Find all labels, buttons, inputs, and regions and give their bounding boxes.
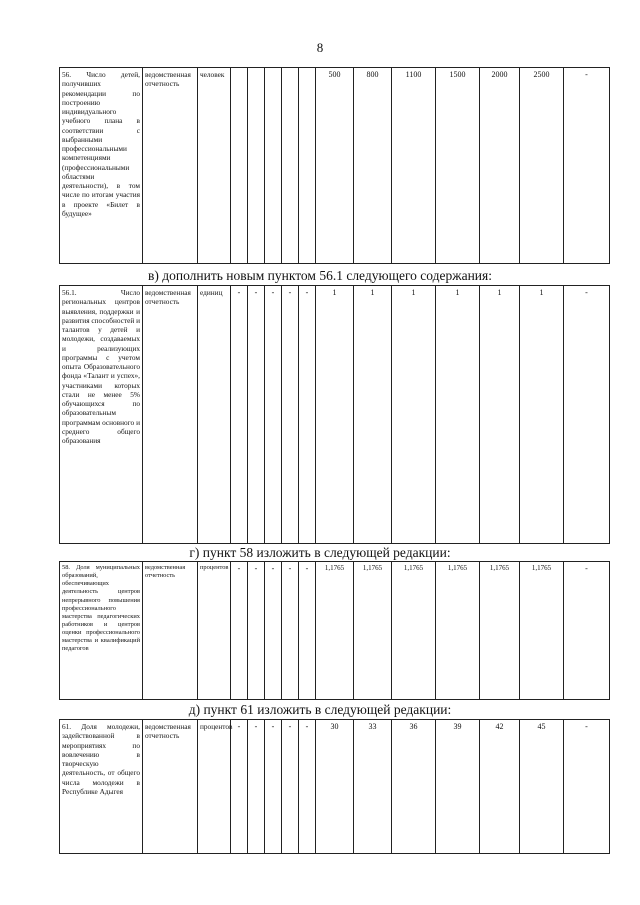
value-cell: -: [299, 286, 316, 544]
value-cell: -: [282, 720, 299, 854]
value-cell: -: [231, 562, 248, 700]
amendment-caption: г) пункт 58 изложить в следующей редакции:: [189, 545, 451, 560]
indicator-unit: единиц: [198, 286, 231, 544]
indicator-source: ведомственная отчетность: [143, 562, 198, 700]
value-cell: 39: [436, 720, 480, 854]
page-number: 8: [316, 40, 324, 55]
value-cell: 1: [354, 286, 392, 544]
amendment-caption: в) дополнить новым пунктом 56.1 следующего содержания:: [148, 268, 492, 283]
indicator-source: ведомственная отчетность: [143, 720, 198, 854]
indicator-table-61: [59, 719, 610, 854]
table-row: [60, 68, 610, 264]
value-cell: 1: [520, 286, 564, 544]
value-cell: 1: [480, 286, 520, 544]
value-cell: -: [564, 562, 610, 700]
value-cell: 1: [316, 286, 354, 544]
value-cell: 1,1765: [520, 562, 564, 700]
value-cell: -: [564, 720, 610, 854]
value-cell: 1500: [436, 68, 480, 264]
value-cell: 500: [316, 68, 354, 264]
indicator-name: 58. Доля муниципальных образований, обеспечивающих деятельность центров непрерывного повышения профессионального мастерства педагогических работников и центров оценки профессионального мастерства и квалификаций педагогов: [60, 562, 143, 700]
amendment-caption: д) пункт 61 изложить в следующей редакции:: [188, 702, 452, 717]
value-cell: -: [564, 286, 610, 544]
value-cell: [299, 68, 316, 264]
indicator-name: 56.1. Число региональных центров выявления, поддержки и развития способностей и талантов у детей и молодежи, создаваемых и реализующих программы с учетом опыта Образовательного фонда «Талант и успех», участниками которых стали не менее 5% обучающихся по образовательным программам основного и среднего общего образования: [60, 286, 143, 544]
value-cell: 30: [316, 720, 354, 854]
value-cell: [282, 68, 299, 264]
value-cell: 1,1765: [354, 562, 392, 700]
value-cell: 1,1765: [436, 562, 480, 700]
indicator-name: 56. Число детей, получивших рекомендации по построению индивидуального учебного плана в соответствии с выбранными профессиональными компетенциями (профессиональными областями деятельности), в том числе по итогам участия в проекте «Билет в будущее»: [60, 68, 143, 264]
value-cell: -: [265, 562, 282, 700]
value-cell: -: [564, 68, 610, 264]
value-cell: [248, 68, 265, 264]
value-cell: 800: [354, 68, 392, 264]
table-row: [60, 562, 610, 700]
value-cell: 33: [354, 720, 392, 854]
value-cell: -: [248, 286, 265, 544]
indicator-table-56-1: [59, 285, 610, 544]
value-cell: -: [282, 286, 299, 544]
value-cell: 42: [480, 720, 520, 854]
value-cell: 1100: [392, 68, 436, 264]
value-cell: -: [231, 286, 248, 544]
indicator-source: ведомственная отчетность: [143, 68, 198, 264]
indicator-table-58: [59, 561, 610, 700]
value-cell: -: [299, 562, 316, 700]
table-row: [60, 720, 610, 854]
indicator-name: 61. Доля молодежи, задействованной в мероприятиях по вовлечению в творческую деятельность, от общего числа молодежи в Республике Адыгея: [60, 720, 143, 854]
table-row: [60, 286, 610, 544]
value-cell: -: [265, 286, 282, 544]
indicator-table-56: [59, 67, 610, 264]
value-cell: 1,1765: [316, 562, 354, 700]
value-cell: 2000: [480, 68, 520, 264]
value-cell: 2500: [520, 68, 564, 264]
value-cell: 36: [392, 720, 436, 854]
indicator-unit: процентов: [198, 562, 231, 700]
indicator-unit: процентов: [198, 720, 231, 854]
indicator-source: ведомственная отчетность: [143, 286, 198, 544]
value-cell: -: [231, 720, 248, 854]
value-cell: 1,1765: [480, 562, 520, 700]
value-cell: 1,1765: [392, 562, 436, 700]
value-cell: 1: [436, 286, 480, 544]
value-cell: [231, 68, 248, 264]
value-cell: -: [265, 720, 282, 854]
value-cell: -: [248, 562, 265, 700]
value-cell: [265, 68, 282, 264]
value-cell: 45: [520, 720, 564, 854]
value-cell: -: [299, 720, 316, 854]
value-cell: -: [248, 720, 265, 854]
value-cell: 1: [392, 286, 436, 544]
indicator-unit: человек: [198, 68, 231, 264]
value-cell: -: [282, 562, 299, 700]
